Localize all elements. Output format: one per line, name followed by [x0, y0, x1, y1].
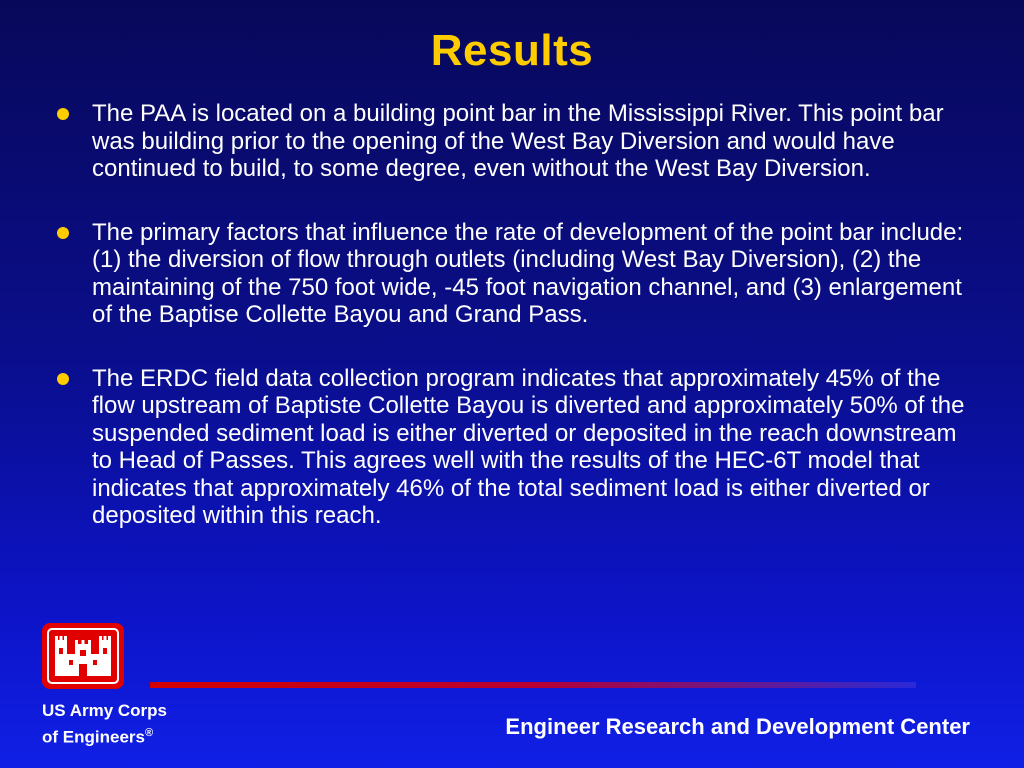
logo-frame: [47, 628, 119, 684]
bullet-text: The primary factors that influence the rate of development of the point bar include: (1) the diversion of flow through outlets (including West Bay Diversion), (2) the maintaining of the 750 foot wide, -45 foot navigation channel, and (3) enlargement of the Baptise Collette Bayou and Grand Pass.: [92, 218, 964, 328]
bullet-item: [52, 365, 982, 530]
slide-title: Results: [430, 26, 594, 75]
center-name: Engineer Research and Development Center: [505, 714, 970, 739]
org-name-line1: US Army Corps: [42, 701, 168, 720]
bullet-dot-icon: [57, 227, 69, 239]
registered-mark: ®: [144, 727, 154, 739]
bullet-list: [52, 100, 982, 566]
bullet-item: [52, 219, 982, 329]
org-name-line2-wrap: [42, 722, 167, 749]
castle-icon: [53, 634, 113, 678]
usace-logo: [42, 623, 124, 689]
bullet-dot-icon: [57, 373, 69, 385]
bullet-text: The PAA is located on a building point bar in the Mississippi River. This point bar was building prior to the opening of the West Bay Diversion and would have continued to build, to some degree, even without the West Bay Diversion.: [92, 100, 944, 182]
bullet-text: The ERDC field data collection program indicates that approximately 45% of the flow upstream of Baptiste Collette Bayou is diverted and approximately 50% of the suspended sediment load is either diverted or deposited in the reach downstream to Head of Passes. This agrees well with the results of the HEC-6T model that indicates that approximately 46% of the total sediment load is either diverted or deposited within this reach.: [92, 364, 965, 529]
org-name: [42, 700, 167, 749]
bullet-item: [52, 100, 982, 183]
org-name-line2: of Engineers: [42, 727, 145, 747]
footer-divider: [150, 682, 916, 688]
bullet-dot-icon: [57, 108, 69, 120]
